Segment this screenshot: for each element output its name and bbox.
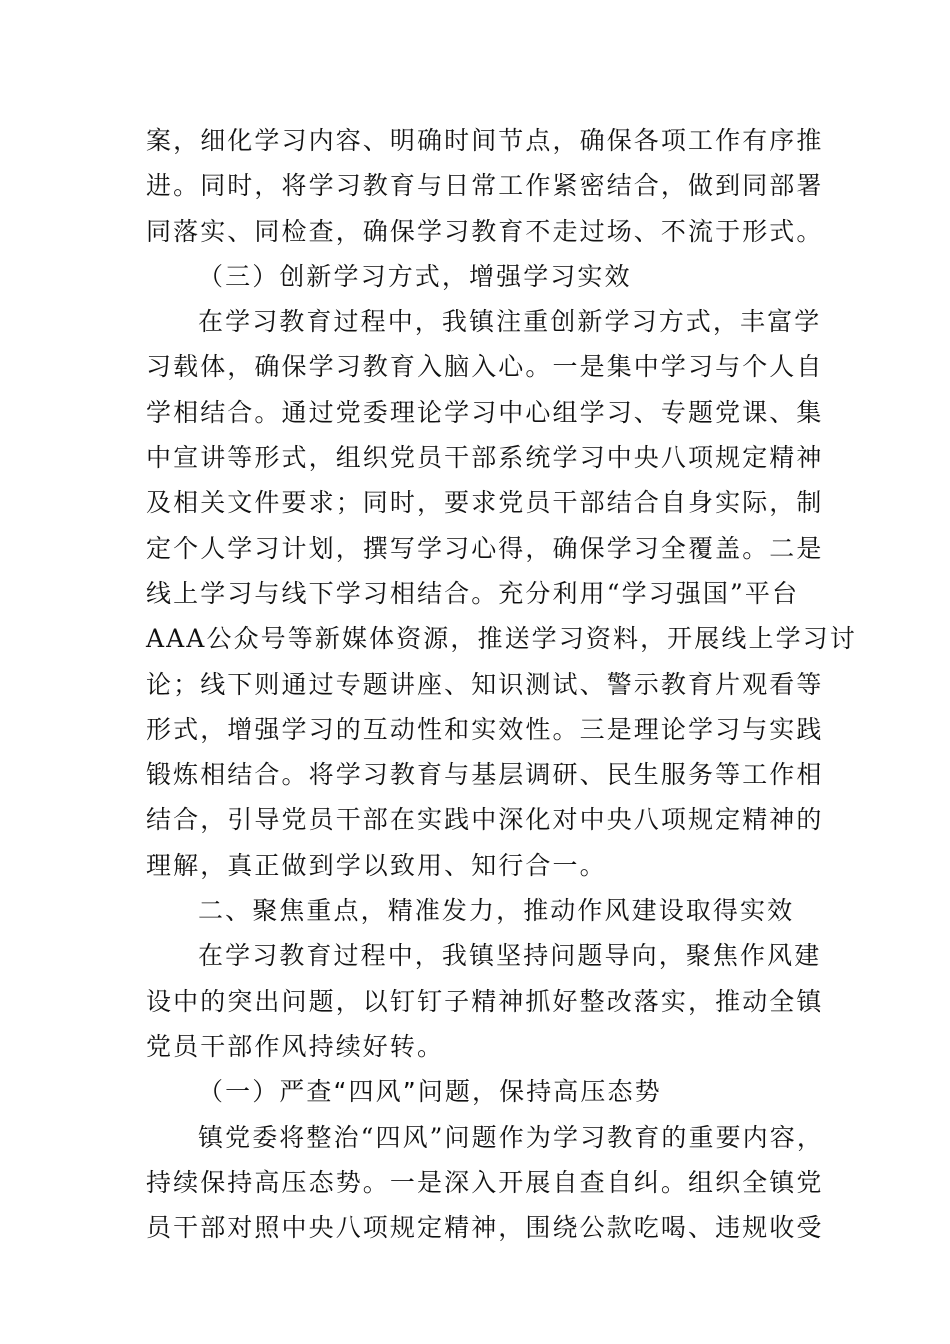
section-heading: （一）严查“四风”问题，保持高压态势: [198, 1077, 662, 1107]
paragraph-start-line: 在学习教育过程中，我镇注重创新学习方式，丰富学: [198, 307, 822, 337]
text-line: 同落实、同检查，确保学习教育不走过场、不流于形式。: [146, 216, 824, 246]
text-line: 及相关文件要求；同时，要求党员干部结合自身实际，制: [146, 488, 824, 518]
text-line: 案，细化学习内容、明确时间节点，确保各项工作有序推: [146, 126, 824, 155]
text-line: 理解，真正做到学以致用、知行合一。: [146, 850, 607, 880]
text-line: 线上学习与线下学习相结合。充分利用“学习强国”平台: [146, 578, 800, 608]
paragraph-start-line: 在学习教育过程中，我镇坚持问题导向，聚焦作风建: [198, 941, 822, 971]
document-body: [146, 118, 857, 1250]
text-line: 员干部对照中央八项规定精神，围绕公款吃喝、违规收受: [146, 1213, 824, 1243]
paragraph-start-line: 镇党委将整治“四风”问题作为学习教育的重要内容，: [198, 1122, 824, 1152]
text-line: 学相结合。通过党委理论学习中心组学习、专题党课、集: [146, 397, 824, 427]
section-heading: （三）创新学习方式，增强学习实效: [198, 261, 632, 291]
text-line: 定个人学习计划，撰写学习心得，确保学习全覆盖。二是: [146, 533, 824, 563]
text-line: 形式，增强学习的互动性和实效性。三是理论学习与实践: [146, 714, 824, 744]
text-line: 结合，引导党员干部在实践中深化对中央八项规定精神的: [146, 805, 824, 835]
text-line: 进。同时，将学习教育与日常工作紧密结合，做到同部署: [146, 171, 824, 201]
text-line: 锻炼相结合。将学习教育与基层调研、民生服务等工作相: [146, 760, 824, 790]
text-line: 党员干部作风持续好转。: [146, 1031, 445, 1061]
text-line: 持续保持高压态势。一是深入开展自查自纠。组织全镇党: [146, 1167, 824, 1197]
text-line: AAA公众号等新媒体资源，推送学习资料，开展线上学习讨: [146, 624, 857, 654]
text-line: 论；线下则通过专题讲座、知识测试、警示教育片观看等: [146, 669, 824, 699]
text-line: 习载体，确保学习教育入脑入心。一是集中学习与个人自: [146, 352, 824, 382]
text-line: 设中的突出问题，以钉钉子精神抓好整改落实，推动全镇: [146, 986, 824, 1016]
chapter-heading: 二、聚焦重点，精准发力，推动作风建设取得实效: [198, 896, 795, 926]
text-line: 中宣讲等形式，组织党员干部系统学习中央八项规定精神: [146, 443, 824, 473]
